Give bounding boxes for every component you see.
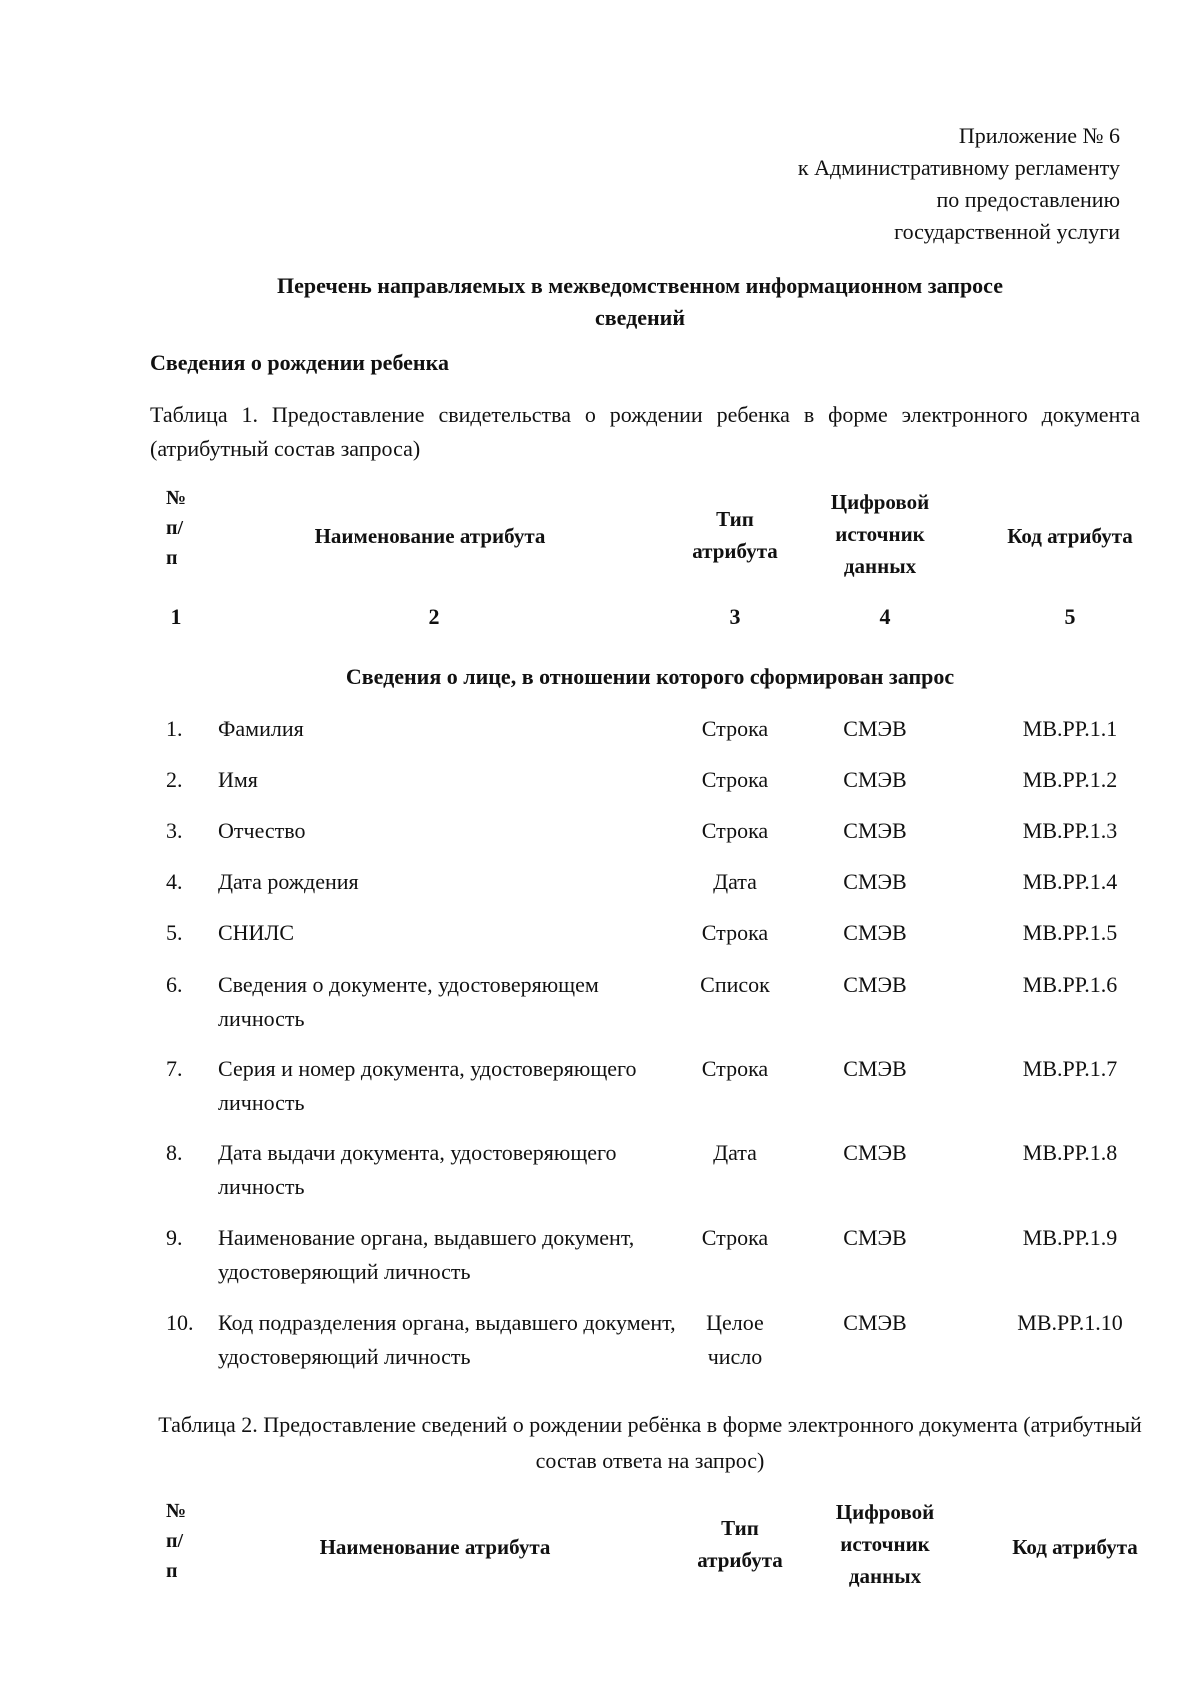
row-source: СМЭВ	[843, 767, 907, 792]
header-type-line: Тип	[716, 507, 754, 531]
header-code: Код атрибута	[1012, 1535, 1138, 1559]
row-type: Строка	[701, 716, 769, 741]
row-num: 5.	[166, 920, 183, 945]
row-num: 2.	[166, 767, 183, 792]
row-type: Строка	[701, 1056, 769, 1081]
row-name: Отчество	[218, 818, 306, 843]
row-code: МВ.РР.1.9	[1022, 1225, 1118, 1250]
header-num	[166, 483, 186, 573]
row-code: МВ.РР.1.7	[1022, 1056, 1118, 1081]
row-source: СМЭВ	[843, 972, 907, 997]
table1-caption: Таблица 1. Предоставление свидетельства о рождении ребенка в форме электронного документа (атрибутный состав запроса)	[150, 402, 1140, 461]
row-source: СМЭВ	[843, 1140, 907, 1165]
header-source-line: источник	[835, 522, 925, 546]
header-source-line: источник	[840, 1532, 930, 1556]
row-source: СМЭВ	[843, 1310, 907, 1335]
table1-group-heading: Сведения о лице, в отношении которого сформирован запрос	[345, 664, 955, 689]
row-type: Строка	[701, 818, 769, 843]
row-num: 6.	[166, 972, 183, 997]
row-source: СМЭВ	[843, 869, 907, 894]
header-num-line: п/	[166, 1530, 184, 1552]
appendix-note	[798, 120, 1120, 248]
section-heading: Сведения о рождении ребенка	[150, 350, 449, 375]
row-num: 9.	[166, 1225, 183, 1250]
header-source-line: данных	[848, 1564, 922, 1588]
header-type-line: атрибута	[692, 539, 778, 563]
document-title	[150, 270, 1130, 334]
row-code: МВ.РР.1.4	[1022, 869, 1118, 894]
row-name: Сведения о документе, удостоверяющем личность	[218, 972, 599, 1031]
appendix-line: Приложение № 6	[958, 123, 1120, 148]
row-type: Строка	[701, 1225, 769, 1250]
header-num-line: п/	[166, 517, 184, 539]
column-number: 5	[1064, 604, 1076, 629]
header-source-line: Цифровой	[835, 1500, 935, 1524]
table2-caption: Таблица 2. Предоставление сведений о рождении ребёнка в форме электронного документа (атрибутный состав ответа на запрос)	[158, 1412, 1142, 1473]
column-number: 4	[879, 604, 891, 629]
header-name: Наименование атрибута	[314, 524, 546, 548]
column-number: 2	[428, 604, 440, 629]
row-code: МВ.РР.1.5	[1022, 920, 1118, 945]
row-type: Целое число	[706, 1310, 764, 1369]
row-type: Строка	[701, 767, 769, 792]
header-num	[166, 1496, 186, 1586]
row-num: 8.	[166, 1140, 183, 1165]
header-source-line: Цифровой	[830, 490, 930, 514]
appendix-line: к Административному регламенту	[797, 155, 1120, 180]
row-name: Дата выдачи документа, удостоверяющего личность	[218, 1140, 617, 1199]
row-name: Имя	[218, 767, 258, 792]
header-name: Наименование атрибута	[319, 1535, 551, 1559]
row-name: Серия и номер документа, удостоверяющего личность	[218, 1056, 637, 1115]
row-code: МВ.РР.1.6	[1022, 972, 1118, 997]
header-num-line: №	[166, 1500, 187, 1522]
header-source	[815, 1496, 955, 1592]
header-type-line: Тип	[721, 1516, 759, 1540]
row-num: 1.	[166, 716, 183, 741]
row-source: СМЭВ	[843, 1056, 907, 1081]
column-number: 1	[170, 604, 182, 629]
document-title-line: Перечень направляемых в межведомственном информационном запросе	[277, 273, 1003, 298]
row-code: МВ.РР.1.3	[1022, 818, 1118, 843]
header-type-line: атрибута	[697, 1548, 783, 1572]
row-type: Дата	[713, 869, 757, 894]
row-num: 7.	[166, 1056, 183, 1081]
header-num-line: №	[166, 487, 187, 509]
row-type: Дата	[713, 1140, 757, 1165]
appendix-line: по предоставлению	[936, 187, 1120, 212]
row-name: СНИЛС	[218, 920, 295, 945]
row-name: Код подразделения органа, выдавшего документ, удостоверяющий личность	[218, 1310, 676, 1369]
row-code: МВ.РР.1.10	[1017, 1310, 1123, 1335]
row-type: Список	[700, 972, 770, 997]
header-source	[810, 486, 950, 582]
row-name: Дата рождения	[218, 869, 359, 894]
header-source-line: данных	[843, 554, 917, 578]
appendix-line: государственной услуги	[894, 219, 1120, 244]
row-num: 10.	[166, 1310, 194, 1335]
row-code: МВ.РР.1.8	[1022, 1140, 1118, 1165]
header-num-line: п	[166, 1560, 178, 1582]
row-name: Фамилия	[218, 716, 304, 741]
header-type	[670, 503, 800, 567]
row-code: МВ.РР.1.1	[1022, 716, 1118, 741]
row-name: Наименование органа, выдавшего документ, удостоверяющий личность	[218, 1225, 635, 1284]
column-number: 3	[729, 604, 741, 629]
header-code: Код атрибута	[1007, 524, 1133, 548]
row-num: 3.	[166, 818, 183, 843]
header-num-line: п	[166, 547, 178, 569]
header-type	[675, 1512, 805, 1576]
row-num: 4.	[166, 869, 183, 894]
row-code: МВ.РР.1.2	[1022, 767, 1118, 792]
row-source: СМЭВ	[843, 818, 907, 843]
row-source: СМЭВ	[843, 716, 907, 741]
row-source: СМЭВ	[843, 920, 907, 945]
row-type: Строка	[701, 920, 769, 945]
row-source: СМЭВ	[843, 1225, 907, 1250]
document-title-line: сведений	[594, 305, 686, 330]
